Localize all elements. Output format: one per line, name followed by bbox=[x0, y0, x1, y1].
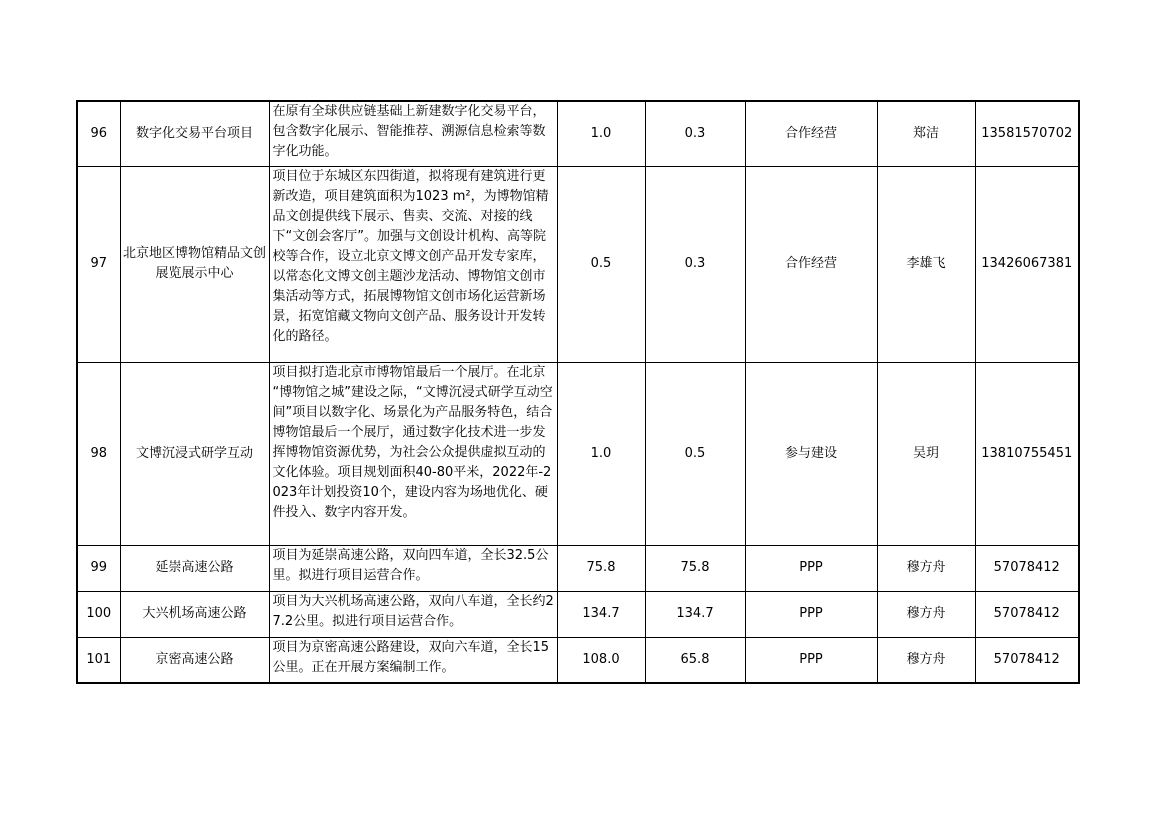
value-b: 134.7 bbox=[645, 591, 745, 637]
row-number: 98 bbox=[77, 362, 120, 545]
value-a: 75.8 bbox=[557, 545, 645, 591]
project-description: 项目为延崇高速公路，双向四车道，全长32.5公里。拟进行项目运营合作。 bbox=[269, 545, 557, 591]
project-name: 大兴机场高速公路 bbox=[120, 591, 269, 637]
table-row bbox=[77, 637, 1079, 683]
contact-phone: 57078412 bbox=[975, 637, 1079, 683]
cooperation-mode: PPP bbox=[745, 637, 877, 683]
cooperation-mode: 参与建设 bbox=[745, 362, 877, 545]
value-b: 65.8 bbox=[645, 637, 745, 683]
row-number: 99 bbox=[77, 545, 120, 591]
project-name: 延崇高速公路 bbox=[120, 545, 269, 591]
project-name: 北京地区博物馆精品文创展览展示中心 bbox=[120, 166, 269, 362]
project-description: 项目为大兴机场高速公路，双向八车道，全长约27.2公里。拟进行项目运营合作。 bbox=[269, 591, 557, 637]
value-b: 75.8 bbox=[645, 545, 745, 591]
project-description: 项目为京密高速公路建设，双向六车道，全长15公里。正在开展方案编制工作。 bbox=[269, 637, 557, 683]
cooperation-mode: PPP bbox=[745, 591, 877, 637]
project-name: 数字化交易平台项目 bbox=[120, 101, 269, 166]
value-a: 108.0 bbox=[557, 637, 645, 683]
project-table bbox=[76, 100, 1080, 684]
value-a: 134.7 bbox=[557, 591, 645, 637]
contact-phone: 57078412 bbox=[975, 545, 1079, 591]
contact-phone: 57078412 bbox=[975, 591, 1079, 637]
project-description: 项目拟打造北京市博物馆最后一个展厅。在北京 “博物馆之城”建设之际，“文博沉浸式研学互动空间”项目以数字化、场景化为产品服务特色，结合博物馆最后一个展厅，通过数字化技术进一步发挥博物馆资源优势，为社会公众提供虚拟互动的文化体验。项目规划面积40-80平米，2022年-2023年计划投资10个，建设内容为场地优化、硬件投入、数字内容开发。 bbox=[269, 362, 557, 545]
contact-person: 吴玥 bbox=[877, 362, 975, 545]
contact-person: 穆方舟 bbox=[877, 591, 975, 637]
row-number: 101 bbox=[77, 637, 120, 683]
table-row bbox=[77, 101, 1079, 166]
contact-person: 李雄飞 bbox=[877, 166, 975, 362]
value-b: 0.3 bbox=[645, 166, 745, 362]
contact-person: 郑洁 bbox=[877, 101, 975, 166]
table-row bbox=[77, 591, 1079, 637]
table-row bbox=[77, 362, 1079, 545]
value-a: 0.5 bbox=[557, 166, 645, 362]
cooperation-mode: 合作经营 bbox=[745, 166, 877, 362]
cooperation-mode: 合作经营 bbox=[745, 101, 877, 166]
contact-person: 穆方舟 bbox=[877, 545, 975, 591]
table-row bbox=[77, 545, 1079, 591]
value-b: 0.3 bbox=[645, 101, 745, 166]
value-a: 1.0 bbox=[557, 101, 645, 166]
contact-person: 穆方舟 bbox=[877, 637, 975, 683]
contact-phone: 13426067381 bbox=[975, 166, 1079, 362]
row-number: 100 bbox=[77, 591, 120, 637]
table-row bbox=[77, 166, 1079, 362]
value-a: 1.0 bbox=[557, 362, 645, 545]
project-name: 京密高速公路 bbox=[120, 637, 269, 683]
project-description: 在原有全球供应链基础上新建数字化交易平台，包含数字化展示、智能推荐、溯源信息检索等数字化功能。 bbox=[269, 101, 557, 166]
row-number: 96 bbox=[77, 101, 120, 166]
row-number: 97 bbox=[77, 166, 120, 362]
contact-phone: 13581570702 bbox=[975, 101, 1079, 166]
project-name: 文博沉浸式研学互动 bbox=[120, 362, 269, 545]
cooperation-mode: PPP bbox=[745, 545, 877, 591]
project-description: 项目位于东城区东四街道，拟将现有建筑进行更新改造，项目建筑面积为1023 m²，为博物馆精品文创提供线下展示、售卖、交流、对接的线下“文创会客厅”。加强与文创设计机构、高等院校等合作，设立北京文博文创产品开发专家库，以常态化文博文创主题沙龙活动、博物馆文创市集活动等方式，拓展博物馆文创市场化运营新场景，拓宽馆藏文物向文创产品、服务设计开发转化的路径。 bbox=[269, 166, 557, 362]
contact-phone: 13810755451 bbox=[975, 362, 1079, 545]
value-b: 0.5 bbox=[645, 362, 745, 545]
